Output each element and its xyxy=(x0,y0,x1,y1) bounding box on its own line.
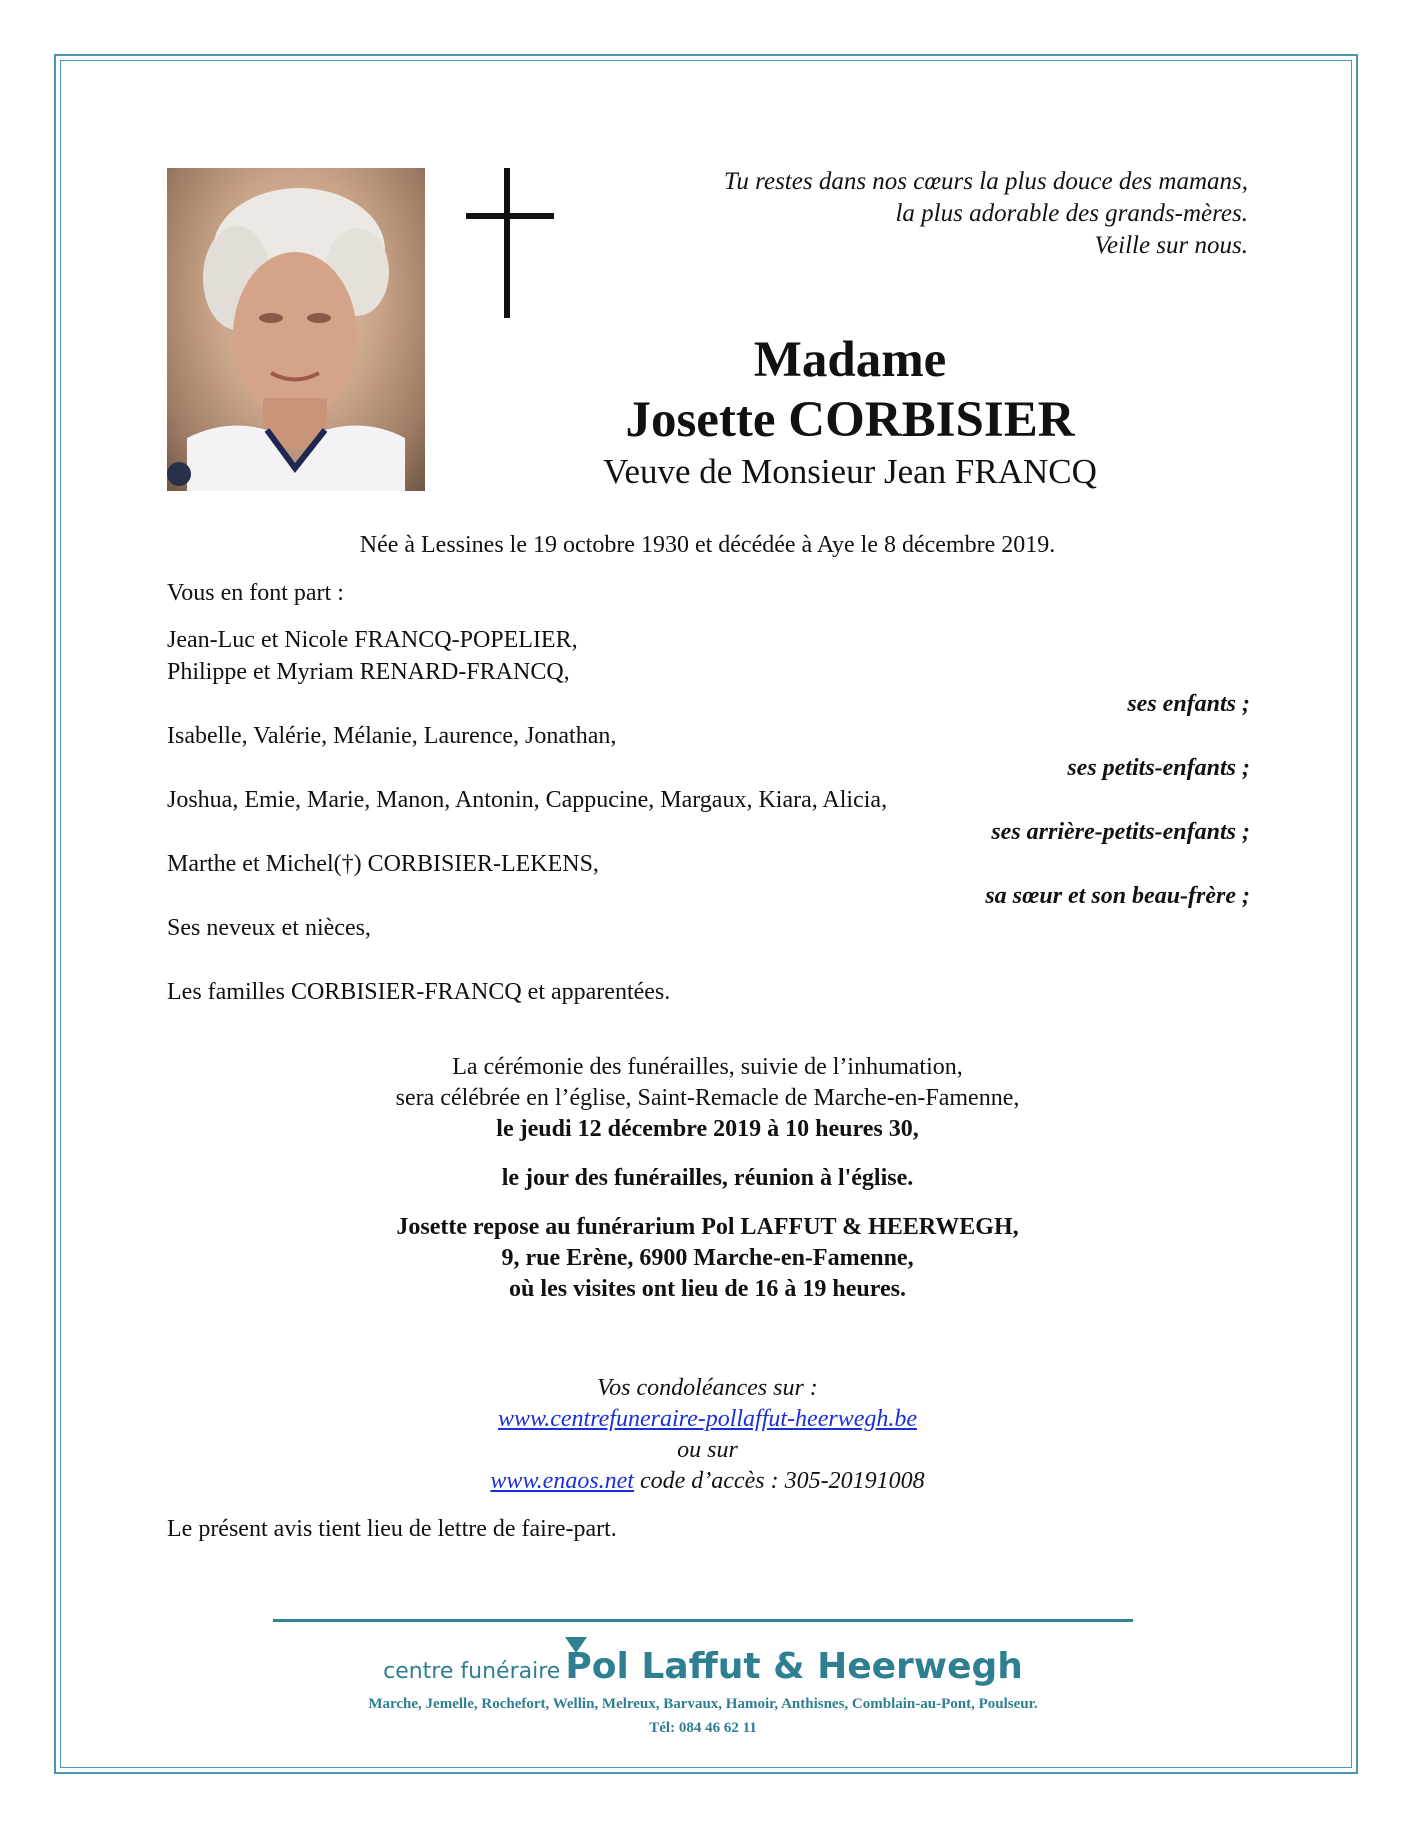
logo-big-text: Pol Laffut & Heerwegh xyxy=(565,1646,1023,1687)
relation-great-grandchildren: ses arrière-petits-enfants ; xyxy=(991,819,1250,845)
honorific: Madame xyxy=(753,332,947,388)
condolences-intro: Vos condoléances sur : xyxy=(597,1375,818,1401)
widow-of: Veuve de Monsieur Jean FRANCQ xyxy=(603,452,1097,491)
logo-divider xyxy=(273,1619,1133,1622)
logo-telephone: Tél: 084 46 62 11 xyxy=(649,1720,757,1736)
epigraph-line-3: Veille sur nous. xyxy=(1094,232,1248,259)
logo-small-text: centre funéraire xyxy=(383,1659,561,1684)
epigraph xyxy=(724,166,1248,262)
condolences-link-2[interactable]: www.enaos.net xyxy=(490,1468,634,1494)
cross-icon xyxy=(466,168,554,318)
family-children-1: Jean-Luc et Nicole FRANCQ-POPELIER, xyxy=(167,627,578,653)
family-list xyxy=(167,624,1250,1008)
announce-line: Vous en font part : xyxy=(167,580,344,606)
ceremony-meeting: le jour des funérailles, réunion à l'église. xyxy=(501,1165,914,1191)
family-children-2: Philippe et Myriam RENARD-FRANCQ, xyxy=(167,659,570,685)
family-sister: Marthe et Michel(†) CORBISIER-LEKENS, xyxy=(167,851,599,877)
relation-grandchildren: ses petits-enfants ; xyxy=(1067,755,1250,781)
ceremony-line-2: sera célébrée en l’église, Saint-Remacle de Marche-en-Famenne, xyxy=(395,1085,1020,1111)
birth-death-line: Née à Lessines le 19 octobre 1930 et décédée à Aye le 8 décembre 2019. xyxy=(359,532,1056,558)
epigraph-line-2: la plus adorable des grands-mères. xyxy=(895,200,1248,227)
funeral-home-logo xyxy=(273,1646,1133,1687)
ceremony-date: le jeudi 12 décembre 2019 à 10 heures 30, xyxy=(496,1116,919,1142)
condolences xyxy=(167,1373,1248,1497)
footnote: Le présent avis tient lieu de lettre de faire-part. xyxy=(167,1516,617,1542)
epigraph-line-1: Tu restes dans nos cœurs la plus douce des mamans, xyxy=(723,168,1248,195)
condolences-or: ou sur xyxy=(677,1437,738,1463)
title-block xyxy=(440,330,1260,494)
rest-line-3: où les visites ont lieu de 16 à 19 heures. xyxy=(509,1276,906,1302)
ceremony-line-1: La cérémonie des funérailles, suivie de l’inhumation, xyxy=(452,1054,963,1080)
relation-children: ses enfants ; xyxy=(1127,691,1250,717)
condolences-link-1[interactable]: www.centrefuneraire-pollaffut-heerwegh.be xyxy=(497,1406,918,1432)
deceased-name: Josette CORBISIER xyxy=(625,392,1075,448)
family-great-grandchildren: Joshua, Emie, Marie, Manon, Antonin, Cappucine, Margaux, Kiara, Alicia, xyxy=(167,787,888,813)
ceremony-info xyxy=(167,1052,1248,1305)
rest-line-1: Josette repose au funérarium Pol LAFFUT & HEERWEGH, xyxy=(396,1214,1019,1240)
rest-line-2: 9, rue Erène, 6900 Marche-en-Famenne, xyxy=(501,1245,914,1271)
family-grandchildren: Isabelle, Valérie, Mélanie, Laurence, Jonathan, xyxy=(167,723,617,749)
logo-cities: Marche, Jemelle, Rochefort, Wellin, Melreux, Barvaux, Hamoir, Anthisnes, Comblain-au-Pont, Poulseur. xyxy=(368,1696,1038,1712)
family-nephews: Ses neveux et nièces, xyxy=(167,915,371,941)
family-families: Les familles CORBISIER-FRANCQ et apparentées. xyxy=(167,979,671,1005)
relation-sister: sa sœur et son beau-frère ; xyxy=(985,883,1250,909)
access-code: code d’accès : 305-20191008 xyxy=(633,1468,925,1494)
portrait-photo xyxy=(167,168,425,491)
portrait-drawing xyxy=(167,168,425,491)
